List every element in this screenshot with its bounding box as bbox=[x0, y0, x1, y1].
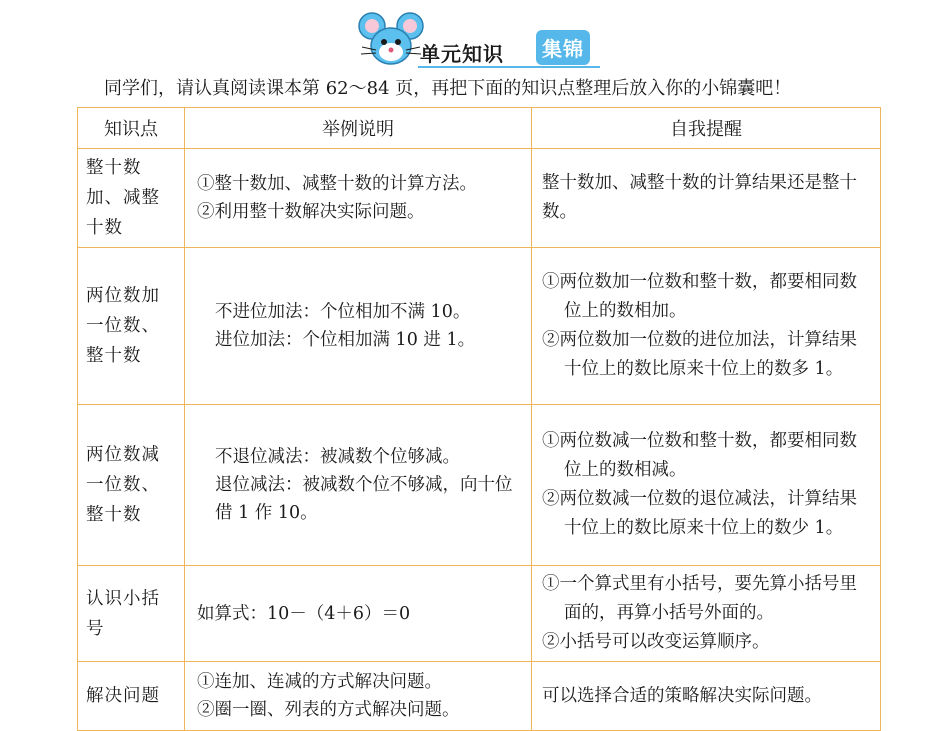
example-line: ②圈一圈、列表的方式解决问题。 bbox=[197, 700, 460, 720]
header-topic: 知识点 bbox=[78, 108, 185, 149]
table-row bbox=[78, 149, 881, 248]
reminder-cell bbox=[532, 248, 881, 405]
reminder-line: ①一个算式里有小括号，要先算小括号里面的，再算小括号外面的。 bbox=[542, 574, 857, 623]
intro-text: 同学们，请认真阅读课本第 62～84 页，再把下面的知识点整理后放入你的小锦囊吧！ bbox=[104, 78, 792, 99]
example-line: ①连加、连减的方式解决问题。 bbox=[197, 672, 442, 692]
example-line: ①整十数加、减整十数的计算方法。 bbox=[197, 174, 477, 194]
reminder-line: ①两位数减一位数和整十数，都要相同数位上的数相减。 bbox=[542, 431, 857, 480]
header-reminder: 自我提醒 bbox=[532, 108, 881, 149]
example-line: 退位减法：被减数个位不够减，向十位借 1 作 10。 bbox=[215, 475, 513, 523]
table-header-row bbox=[78, 108, 881, 149]
mouse-mascot-icon bbox=[356, 10, 426, 72]
example-line: 不进位加法：个位相加不满 10。 bbox=[215, 302, 471, 322]
table-row bbox=[78, 662, 881, 731]
reminder-line: 可以选择合适的策略解决实际问题。 bbox=[542, 685, 822, 706]
table-row bbox=[78, 248, 881, 405]
reminder-line: 整十数加、减整十数的计算结果还是整十数。 bbox=[542, 173, 857, 222]
reminder-cell bbox=[532, 566, 881, 662]
knowledge-table bbox=[77, 107, 881, 731]
topic-cell: 两位数减一位数、整十数 bbox=[78, 405, 185, 566]
reminder-line: ②两位数减一位数的退位减法，计算结果十位上的数比原来十位上的数少 1。 bbox=[542, 489, 857, 538]
header-underline bbox=[418, 66, 600, 68]
reminder-cell bbox=[532, 662, 881, 731]
table-row bbox=[78, 566, 881, 662]
example-cell bbox=[185, 405, 532, 566]
topic-cell: 解决问题 bbox=[78, 662, 185, 731]
topic-cell: 整十数加、减整十数 bbox=[78, 149, 185, 248]
header-title: 单元知识 bbox=[420, 42, 504, 66]
topic-cell: 认识小括号 bbox=[78, 566, 185, 662]
header-example: 举例说明 bbox=[185, 108, 532, 149]
section-header bbox=[356, 8, 606, 74]
reminder-line: ①两位数加一位数和整十数，都要相同数位上的数相加。 bbox=[542, 272, 857, 321]
example-line: 不退位减法：被减数个位够减。 bbox=[215, 447, 460, 467]
reminder-line: ②两位数加一位数的进位加法，计算结果十位上的数比原来十位上的数多 1。 bbox=[542, 330, 857, 379]
example-cell bbox=[185, 662, 532, 731]
example-cell bbox=[185, 248, 532, 405]
reminder-cell bbox=[532, 149, 881, 248]
example-line: ②利用整十数解决实际问题。 bbox=[197, 202, 425, 222]
example-line: 如算式：10－（4＋6）＝0 bbox=[197, 603, 411, 624]
example-cell bbox=[185, 566, 532, 662]
reminder-line: ②小括号可以改变运算顺序。 bbox=[542, 632, 770, 652]
table-row bbox=[78, 405, 881, 566]
header-badge: 集锦 bbox=[536, 30, 590, 65]
topic-cell: 两位数加一位数、整十数 bbox=[78, 248, 185, 405]
example-cell bbox=[185, 149, 532, 248]
example-line: 进位加法：个位相加满 10 进 1。 bbox=[215, 330, 476, 350]
reminder-cell bbox=[532, 405, 881, 566]
